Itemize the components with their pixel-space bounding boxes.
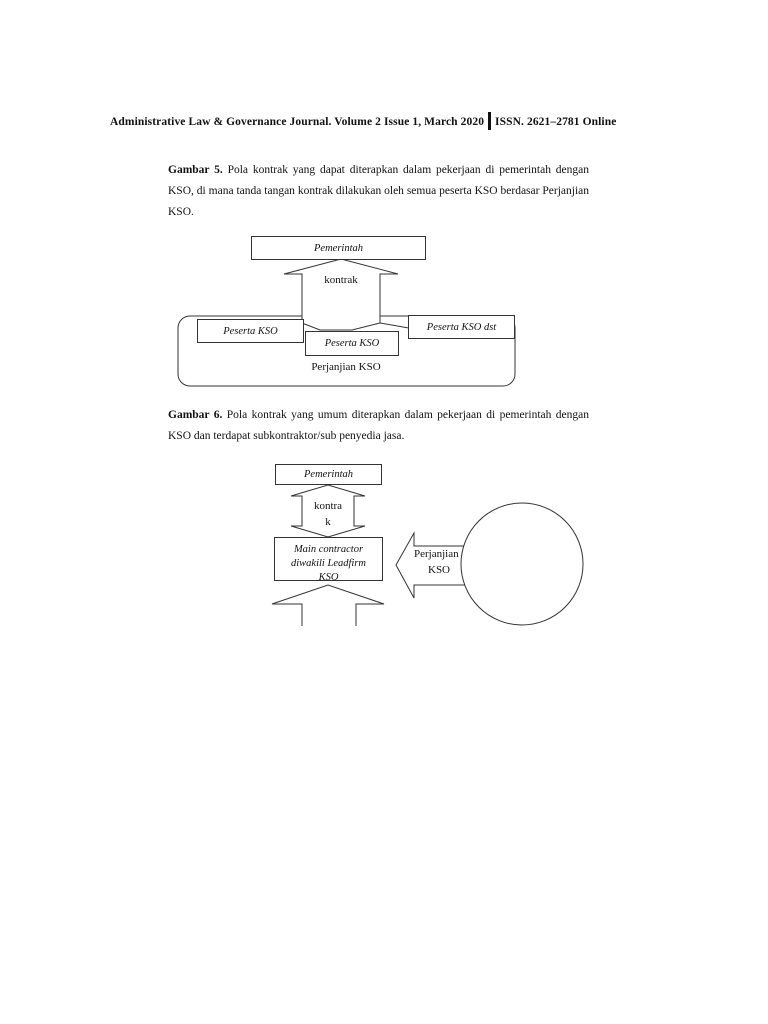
bottom-up-arrow xyxy=(272,585,384,626)
perjanjian-label: Perjanjian KSO xyxy=(311,361,381,373)
peserta-left-box: Peserta KSO xyxy=(197,319,304,343)
main-contractor-line3: KSO xyxy=(318,572,339,581)
kontrak-label-line2: k xyxy=(325,516,331,528)
peserta-center-box: Peserta KSO xyxy=(305,331,399,356)
main-contractor-box xyxy=(274,537,383,581)
pemerintah-box: Pemerintah xyxy=(251,236,426,260)
pemerintah-box-6: Pemerintah xyxy=(275,464,382,485)
figure5-label: Gambar 5. xyxy=(168,164,223,176)
perjanjian-label-line1: Perjanjian xyxy=(414,548,459,560)
perjanjian-kso-label-6 xyxy=(414,546,470,578)
issn-text: ISSN. 2621–2781 Online xyxy=(495,116,617,128)
figure6-caption-text: Pola kontrak yang umum diterapkan dalam pekerjaan di pemerintah dengan KSO dan terdapat subkontraktor/sub penyedia jasa. xyxy=(168,409,589,442)
kontrak-label-6 xyxy=(306,498,350,530)
main-contractor-line2: diwakili Leadfirm xyxy=(291,558,366,569)
kontrak-label: kontrak xyxy=(324,274,358,286)
main-contractor-line1: Main contractor xyxy=(293,544,364,555)
perjanjian-label-line2: KSO xyxy=(428,564,451,576)
peserta-right-box: Peserta KSO dst xyxy=(408,315,515,339)
journal-title: Administrative Law & Governance Journal. Volume 2 Issue 1, March 2020 xyxy=(110,116,485,128)
figure5-caption-text: Pola kontrak yang dapat diterapkan dalam pekerjaan di pemerintah dengan KSO, di mana tanda tangan kontrak dilakukan oleh semua peserta KSO berdasar Perjanjian KSO. xyxy=(168,164,589,218)
figure6-label: Gambar 6. xyxy=(168,409,223,421)
subcontractor-circle xyxy=(461,503,583,625)
kontrak-label-line1: kontra xyxy=(313,500,343,512)
